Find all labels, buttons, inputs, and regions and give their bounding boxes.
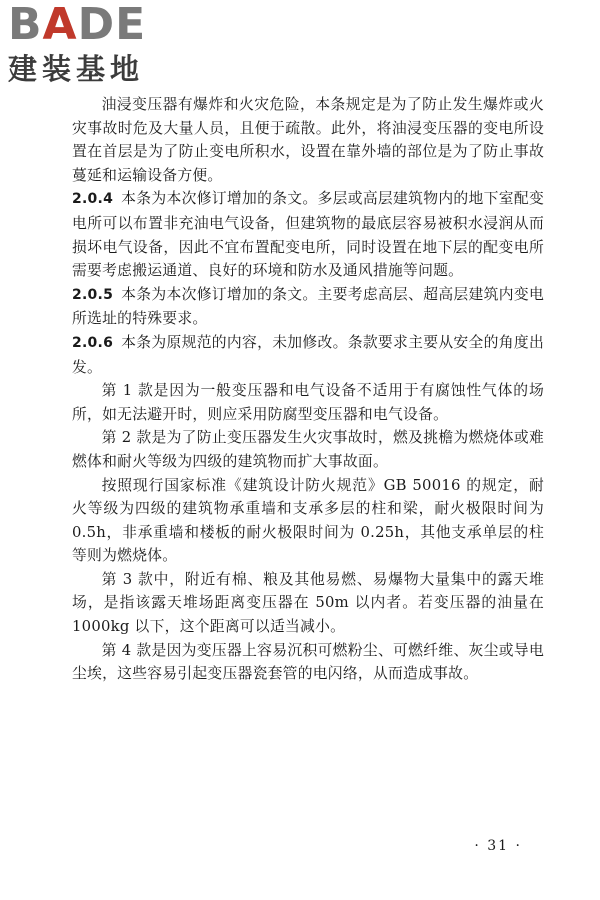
logo-subtitle: 建装基地 [8,52,145,86]
paragraph-text: 第 3 款中，附近有棉、粮及其他易燃、易爆物大量集中的露天堆场，是指该露天堆场距离变压器在 50m 以内者。若变压器的油量在 1000kg 以下，这个距离可以适当减小。 [72,570,544,636]
paragraph-text: 本条为本次修订增加的条文。主要考虑高层、超高层建筑内变电所选址的特殊要求。 [72,285,544,328]
paragraph-text: 第 2 款是为了防止变压器发生火灾事故时，燃及挑檐为燃烧体或难燃体和耐火等级为四级的建筑物而扩大事故面。 [72,429,544,470]
clause-number: 2.0.6 [72,334,114,351]
paragraph-text: 本条为本次修订增加的条文。多层或高层建筑物内的地下室配变电所可以布置非充油电气设备，但建筑物的最底层容易被积水浸润从而损坏电气设备，因此不宜布置配变电所，同时设置在地下层的配变电所需要考虑搬运通道、良好的环境和防水及通风措施等问题。 [72,190,544,280]
paragraph-text: 第 1 款是因为一般变压器和电气设备不适用于有腐蚀性气体的场所，如无法避开时，则应采用防腐型变压器和电气设备。 [72,382,544,423]
logo-letter-b: B [8,0,43,50]
page-number: · 31 · [474,838,522,854]
paragraph-text: 第 4 款是因为变压器上容易沉积可燃粉尘、可燃纤维、灰尘或导电尘埃，这些容易引起变压器瓷套管的电闪络，从而造成事故。 [72,641,544,683]
page-body [72,93,544,686]
bade-logo [8,2,178,94]
paragraph-text: 油浸变压器有爆炸和火灾危险，本条规定是为了防止发生爆炸或火灾事故时危及大量人员，且便于疏散。此外，将油浸变压器的变电所设置在首层是为了防止变电所积水，设置在靠外墙的部位是为了防止事故蔓延和运输设备方便。 [72,96,544,184]
clause-number: 2.0.4 [72,191,114,208]
paragraph-item-2 [72,426,544,473]
paragraph-clause-2-0-6 [72,331,544,379]
paragraph-clause-2-0-5 [72,283,544,331]
paragraph-text: 按照现行国家标准《建筑设计防火规范》GB 50016 的规定，耐火等级为四级的建筑物承重墙和支承多层的柱和梁，耐火极限时间为 0.5h，非承重墙和楼板的耐火极限时间为 0.25h，其他支承单层的柱等则为燃烧体。 [72,476,544,565]
paragraph-text: 本条为原规范的内容，未加修改。条款要求主要从安全的角度出发。 [72,333,544,376]
logo-wordmark [8,2,178,48]
clause-number: 2.0.5 [72,286,114,303]
paragraph-clause-2-0-4 [72,187,544,282]
logo-letters-de: DE [77,0,147,50]
logo-letter-a: A [42,0,78,50]
paragraph-intro [72,93,544,187]
paragraph-item-4 [72,639,544,686]
paragraph-item-1 [72,379,544,426]
paragraph-item-3 [72,568,544,639]
paragraph-fire-code [72,474,544,568]
